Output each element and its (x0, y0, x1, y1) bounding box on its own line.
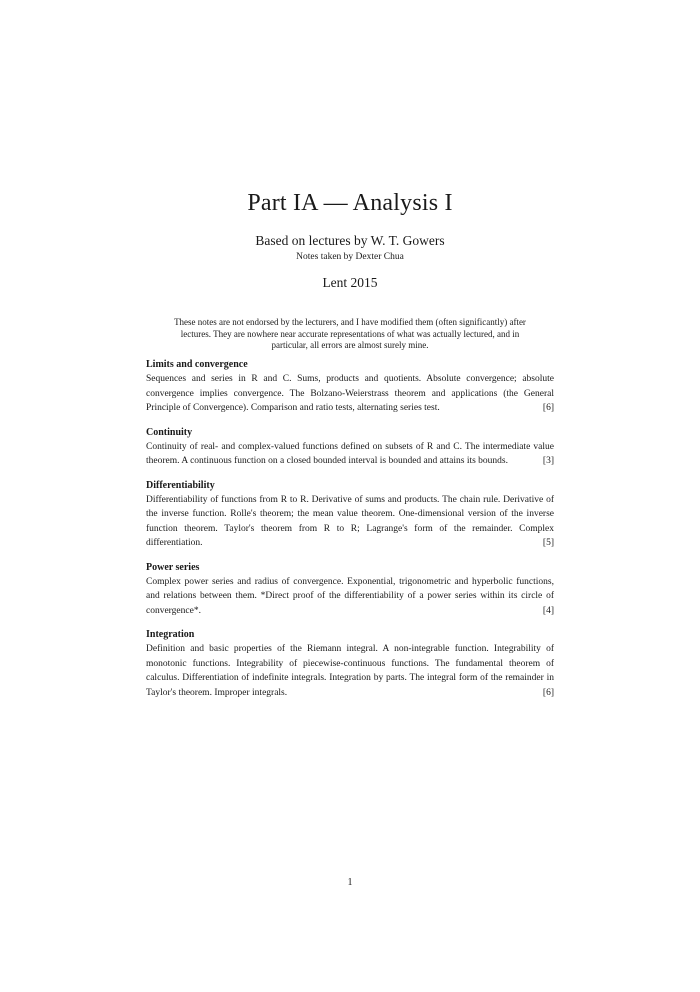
lecture-count: [5] (542, 538, 554, 548)
notes-author-line: Notes taken by Dexter Chua (296, 252, 404, 262)
syllabus-section-power-series (146, 561, 554, 619)
syllabus (146, 358, 554, 710)
section-heading: Limits and convergence (146, 359, 248, 370)
section-heading: Differentiability (146, 479, 215, 491)
section-text: Definition and basic properties of the Riemann integral. A non-integrable function. Integrability of monotonic functions. Integrability of piecewise-continuous functions. The fundamental theorem of calculus. Differentiation of indefinite integrals. Integration by parts. The integral form of the remainder in Taylor's theorem. Improper integrals. (146, 644, 554, 698)
section-body (146, 575, 554, 619)
syllabus-section-continuity (146, 426, 554, 469)
syllabus-section-limits (146, 358, 554, 416)
term-line: Lent 2015 (322, 275, 378, 290)
lecturer-line: Based on lectures by W. T. Gowers (255, 233, 445, 248)
section-body (146, 372, 554, 416)
section-text: Differentiability of functions from R to R. Derivative of sums and products. The chain rule. Derivative of the inverse function. Rolle's theorem; the mean value theorem. One-dimensional version of the inverse function theorem. Taylor's theorem from R to R; Lagrange's form of the remainder. Complex differentiation. (146, 494, 554, 548)
syllabus-section-differentiability (146, 479, 554, 551)
section-text: Sequences and series in R and C. Sums, products and quotients. Absolute convergence; absolute convergence implies convergence. The Bolzano-Weierstrass theorem and applications (the General Principle of Convergence). Comparison and ratio tests, alternating series test. (146, 374, 554, 413)
section-body (146, 440, 554, 469)
page-number: 1 (347, 877, 353, 888)
lecture-count: [4] (542, 605, 554, 616)
lecture-count: [3] (542, 456, 554, 466)
section-heading: Continuity (146, 426, 193, 438)
lecture-count: [6] (542, 687, 554, 698)
disclaimer-text: These notes are not endorsed by the lecturers, and I have modified them (often significantly) after lectures. They are nowhere near accurate representations of what was actually lectured, and in particular, all errors are almost surely mine. (174, 317, 526, 350)
lecture-count: [6] (542, 403, 554, 413)
section-heading: Power series (146, 561, 200, 573)
document-title: Part IA — Analysis I (247, 190, 453, 216)
syllabus-section-integration (146, 628, 554, 700)
section-heading: Integration (146, 629, 195, 640)
section-text: Continuity of real- and complex-valued functions defined on subsets of R and C. The intermediate value theorem. A continuous function on a closed bounded interval is bounded and attains its bounds. (146, 441, 554, 466)
section-body (146, 642, 554, 700)
section-text: Complex power series and radius of convergence. Exponential, trigonometric and hyperbolic functions, and relations between them. *Direct proof of the differentiability of a power series within its circle of convergence*. (146, 576, 554, 616)
section-body (146, 493, 554, 551)
